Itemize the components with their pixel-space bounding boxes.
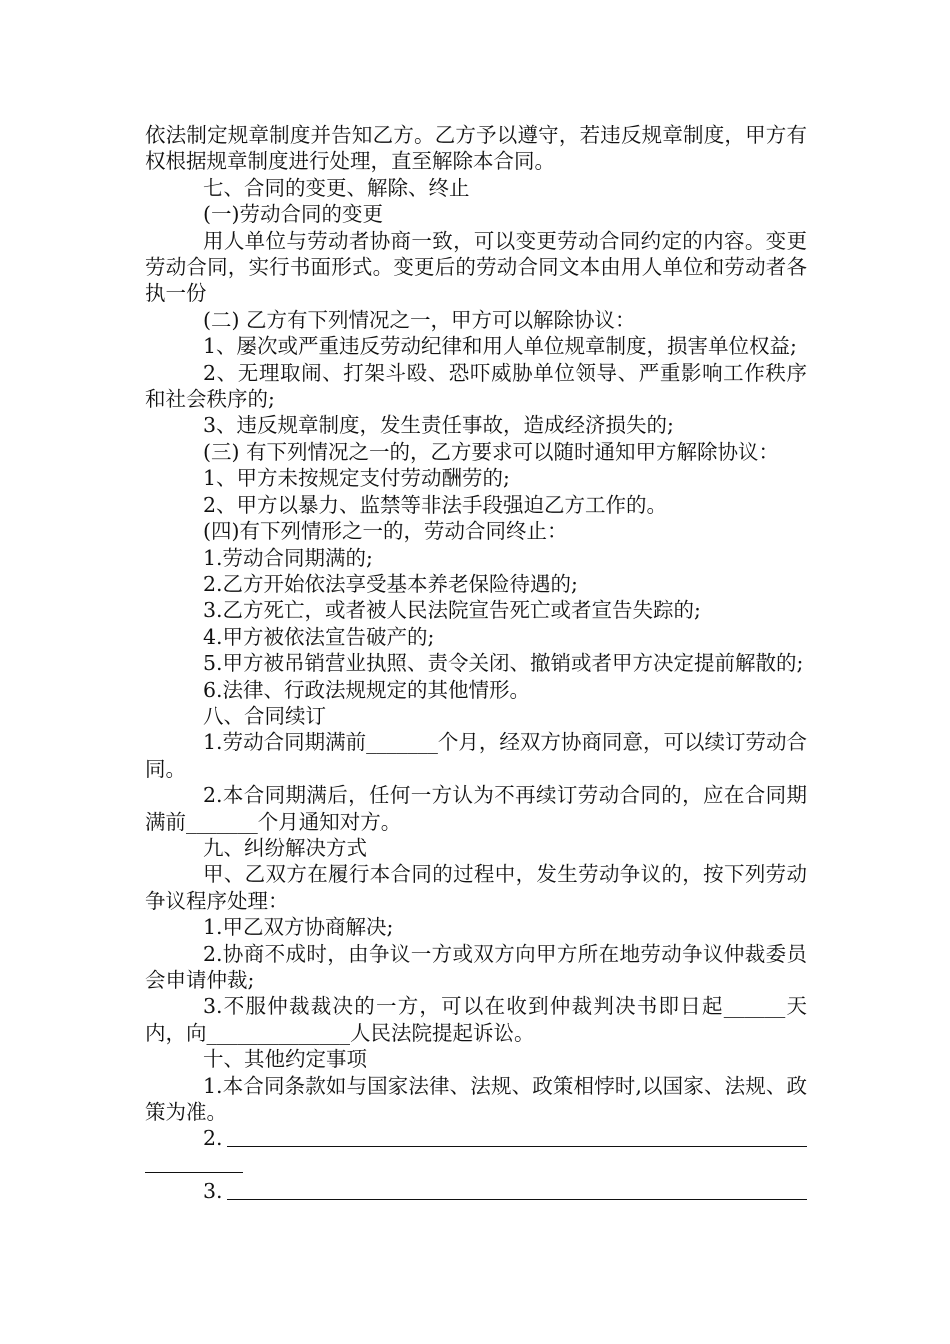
section-heading-7: 七、合同的变更、解除、终止 <box>203 175 470 200</box>
list-item: 6.法律、行政法规规定的其他情形。 <box>203 677 531 702</box>
list-item: 2.本合同期满后，任何一方认为不再续订劳动合同的，应在合同期满前_______个月通知对方。 <box>145 783 807 834</box>
list-item: 1、屡次或严重违反劳动纪律和用人单位规章制度，损害单位权益; <box>203 334 797 359</box>
list-item: 2、无理取闹、打架斗殴、恐吓威胁单位领导、严重影响工作秩序和社会秩序的; <box>145 360 807 412</box>
list-item: 1.甲乙双方协商解决; <box>203 915 394 940</box>
subsection-heading: (一)劳动合同的变更 <box>203 202 383 227</box>
list-item: 1、甲方未按规定支付劳动酬劳的; <box>203 466 510 491</box>
blank-item-number: 2. <box>203 1126 223 1151</box>
fill-in-line <box>145 1172 243 1173</box>
blank-item-2 <box>145 1125 807 1151</box>
contract-document <box>145 122 807 1205</box>
paragraph: 甲、乙双方在履行本合同的过程中，发生劳动争议的，按下列劳动争议程序处理： <box>145 862 807 913</box>
list-item: 2.协商不成时，由争议一方或双方向甲方所在地劳动争议仲裁委员会申请仲裁; <box>145 941 807 992</box>
list-item: 2、甲方以暴力、监禁等非法手段强迫乙方工作的。 <box>203 492 668 517</box>
section-heading-9: 九、纠纷解决方式 <box>203 835 367 860</box>
list-item: 3.不服仲裁裁决的一方，可以在收到仲裁判决书即日起______天内，向______________人民法院提起诉讼。 <box>145 994 807 1045</box>
subsection-heading: (四)有下列情形之一的，劳动合同终止： <box>203 519 568 544</box>
paragraph: 用人单位与劳动者协商一致，可以变更劳动合同约定的内容。变更劳动合同，实行书面形式。变更后的劳动合同文本由用人单位和劳动者各执一份 <box>145 228 807 306</box>
blank-item-number: 3. <box>203 1179 223 1204</box>
list-item: 3、违反规章制度，发生责任事故，造成经济损失的; <box>203 413 674 438</box>
section-heading-8: 八、合同续订 <box>203 703 326 728</box>
list-item: 4.甲方被依法宣告破产的; <box>203 624 435 649</box>
list-item: 3.乙方死亡，或者被人民法院宣告死亡或者宣告失踪的; <box>203 598 701 623</box>
list-item: 1.劳动合同期满的; <box>203 545 373 570</box>
blank-item-3 <box>145 1178 807 1204</box>
paragraph: 依法制定规章制度并告知乙方。乙方予以遵守，若违反规章制度，甲方有权根据规章制度进行处理，直至解除本合同。 <box>145 123 807 174</box>
blank-item-2-continuation <box>145 1152 807 1178</box>
section-heading-10: 十、其他约定事项 <box>203 1047 367 1072</box>
list-item: 1.本合同条款如与国家法律、法规、政策相悖时,以国家、法规、政策为准。 <box>145 1073 807 1125</box>
subsection-heading: (三) 有下列情况之一的，乙方要求可以随时通知甲方解除协议： <box>203 439 780 464</box>
fill-in-line <box>227 1146 807 1147</box>
subsection-heading: (二) 乙方有下列情况之一，甲方可以解除协议： <box>203 307 636 332</box>
fill-in-line <box>227 1199 807 1200</box>
list-item: 5.甲方被吊销营业执照、责令关闭、撤销或者甲方决定提前解散的; <box>203 651 804 676</box>
list-item: 1.劳动合同期满前_______个月，经双方协商同意，可以续订劳动合同。 <box>145 730 807 781</box>
list-item: 2.乙方开始依法享受基本养老保险待遇的; <box>203 571 578 596</box>
